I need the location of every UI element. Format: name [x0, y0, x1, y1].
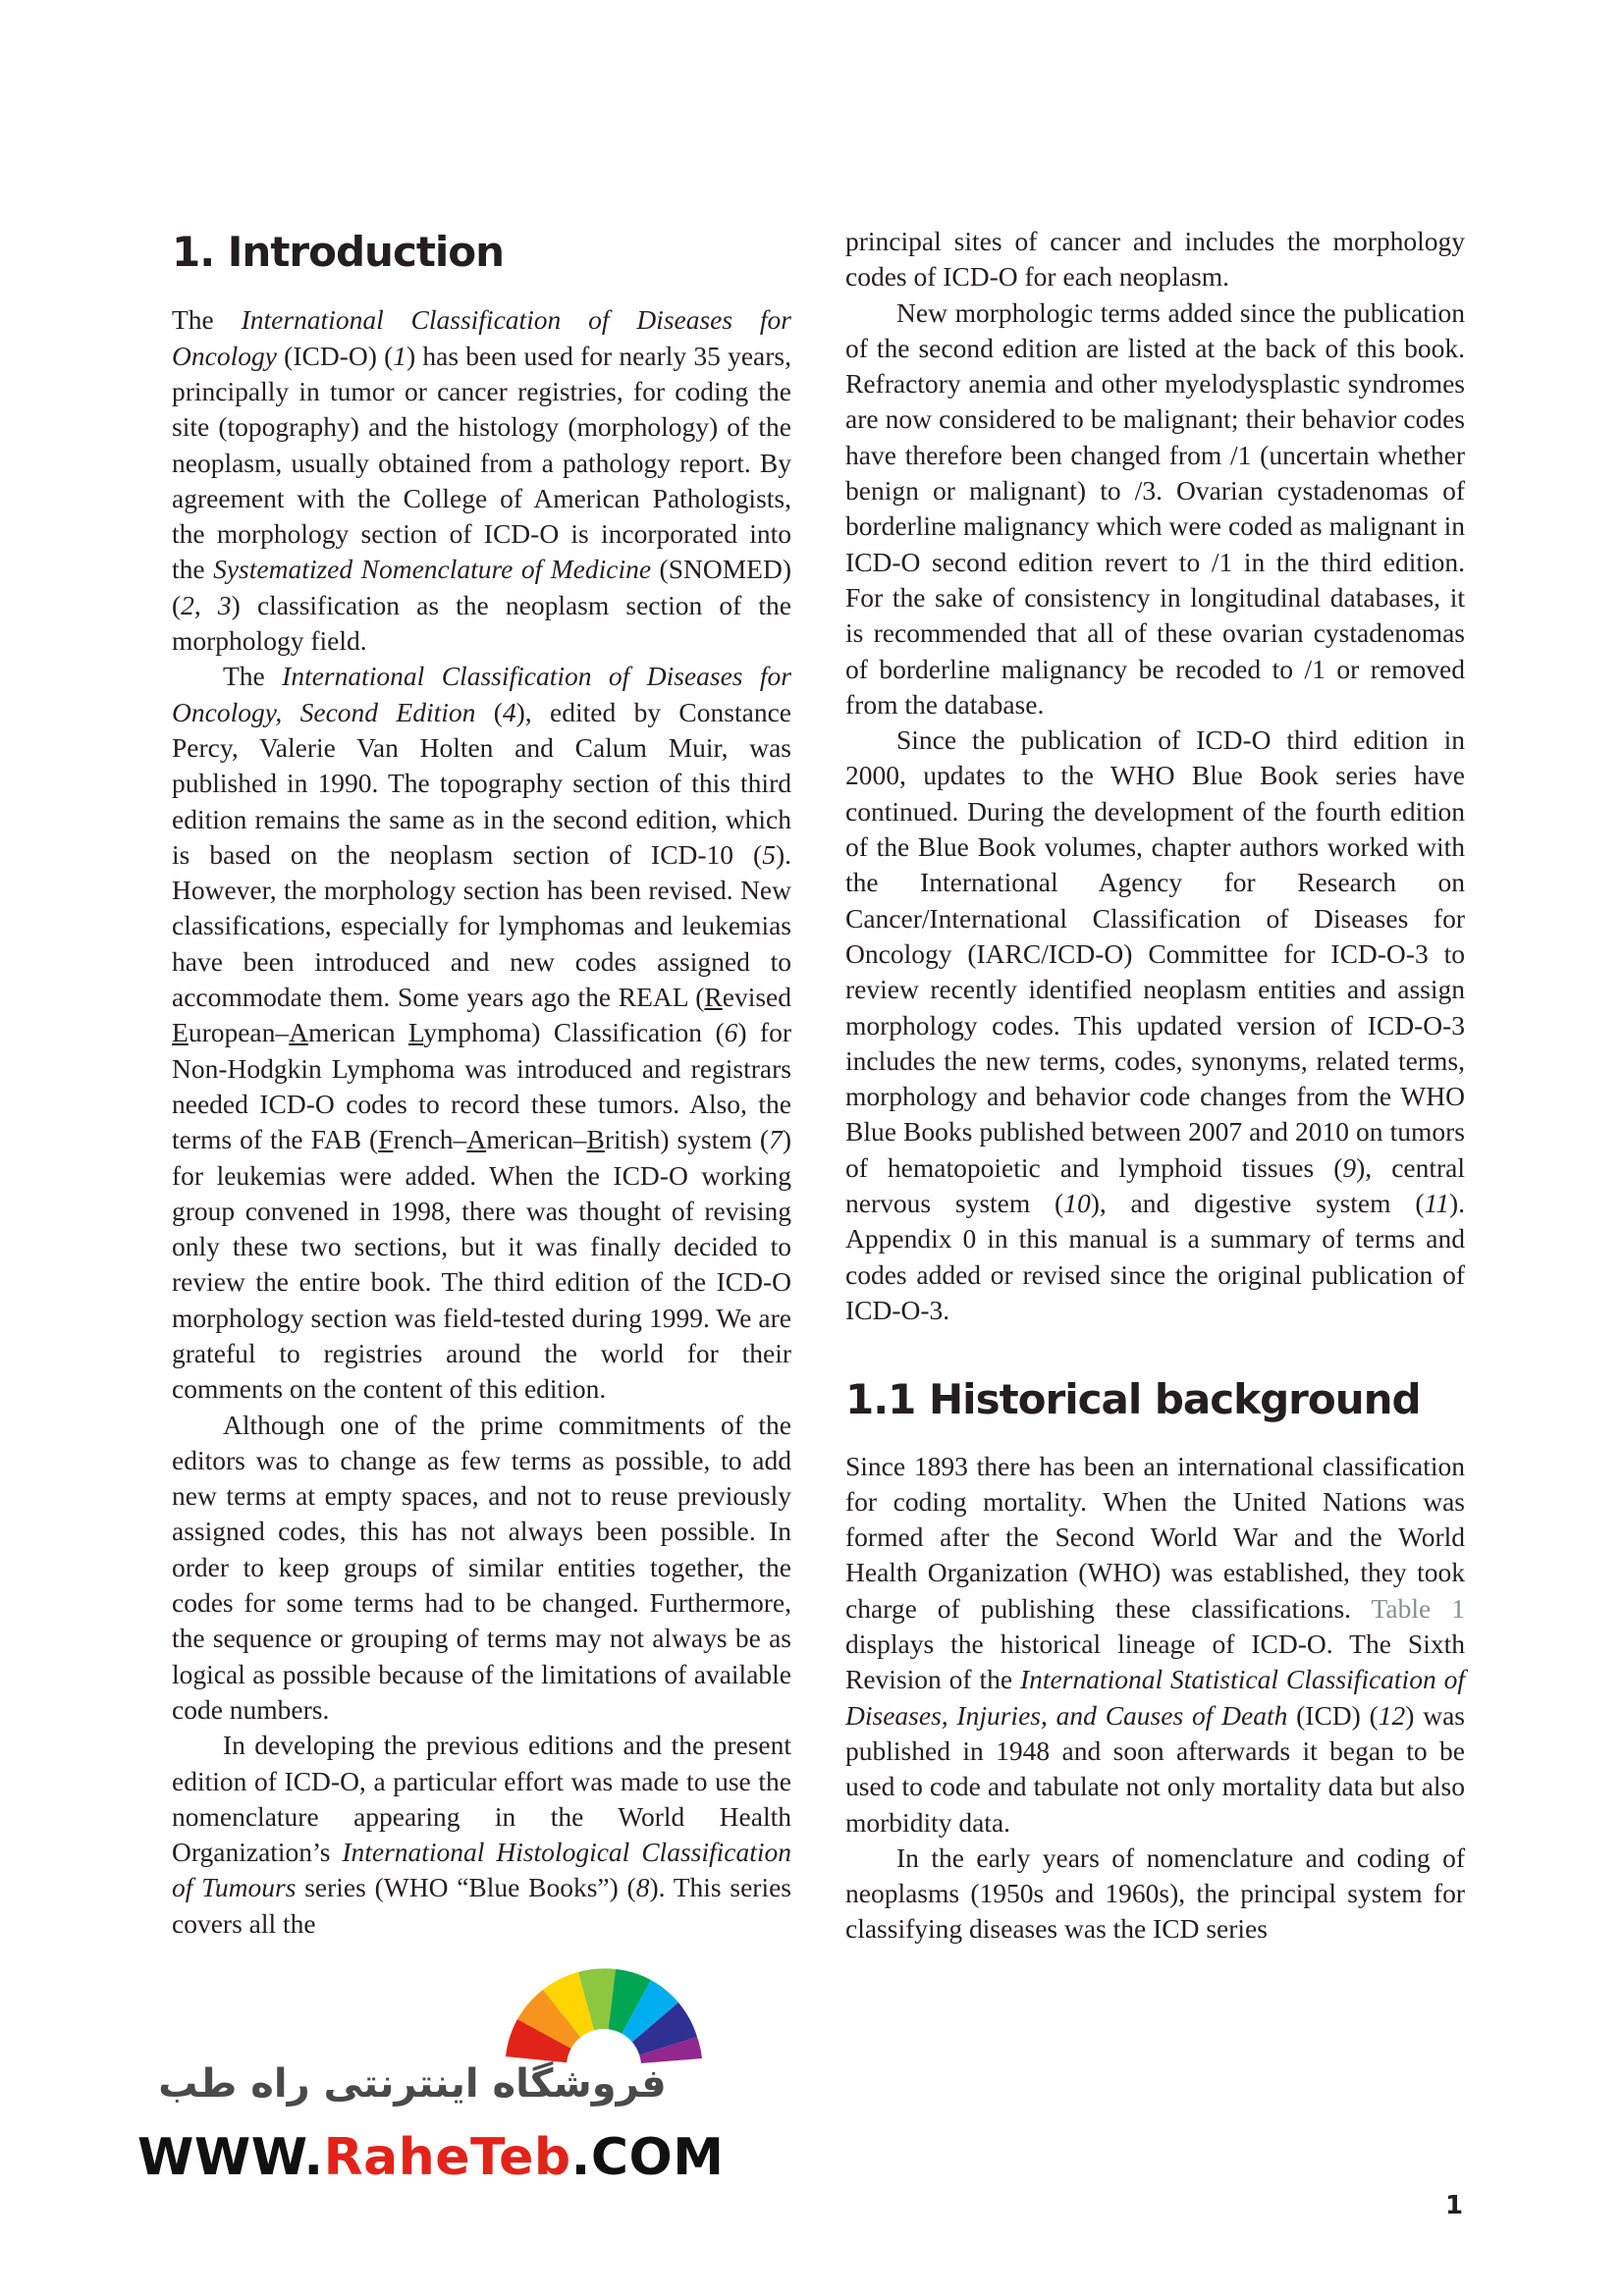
paragraph-1	[172, 302, 791, 659]
text: rench–	[393, 1124, 467, 1155]
paragraph-8: In the early years of nomenclature and coding of neoplasms (1950s and 1960s), the principal system for classifying diseases was the ICD series	[845, 1842, 1465, 1945]
text: uropean–	[188, 1017, 290, 1048]
text: ,	[193, 589, 218, 620]
text: (ICD-O) (	[276, 340, 394, 371]
text: merican	[308, 1017, 408, 1048]
underlined-letter: F	[378, 1124, 394, 1155]
italic-title: International Statistical Classification of Diseases, Injuries, and Causes of Death	[845, 1664, 1465, 1731]
text: In developing the previous editions and the present edition of ICD-O, a particular effort was made to use the nomenclature appearing in the World Health Organization’s	[172, 1730, 791, 1868]
text: evised	[722, 982, 791, 1013]
underlined-letter: R	[704, 982, 723, 1013]
url-prefix: WWW.	[137, 2128, 324, 2187]
page-number: 1	[1445, 2191, 1464, 2220]
paragraph-4	[172, 1728, 791, 1942]
text: Since 1893 there has been an international classification for coding mortality. When the United Nations was formed after the Second World War and the World Health Organization (WHO) was established, they took charge of publishing these classifications.	[845, 1450, 1465, 1624]
reference: 3	[217, 589, 232, 620]
text: ) for Non-Hodgkin Lymphoma was introduced and registrars needed ICD-O codes to record these tumors. Also, the terms of the FAB (	[172, 1017, 791, 1155]
section-heading-historical-background: 1.1 Historical background	[845, 1375, 1421, 1424]
underlined-letter: A	[289, 1017, 309, 1048]
text: Since the publication of ICD-O third edition in 2000, updates to the WHO Blue Book series have continued. During the development of the fourth edition of the Blue Book volumes, chapter authors worked with the International Agency for Research on Cancer/International Classification of Diseases for Oncology (IARC/ICD-O) Committee for ICD-O-3 to review recently identified neoplasm entities and assign morphology codes. This updated version of ICD-O-3 includes the new terms, codes, synonyms, related terms, morphology and behavior code changes from the WHO Blue Books published between 2007 and 2010 on tumors of hematopoietic and lymphoid tissues (	[845, 724, 1465, 1183]
italic-title: International Classification of Diseases for Oncology	[172, 304, 791, 371]
watermark	[137, 1963, 725, 2199]
reference: 7	[769, 1124, 783, 1155]
text: ) has been used for nearly 35 years, principally in tumor or cancer registries, for coding the site (topography) and the histology (morphology) of the neoplasm, usually obtained from a pathology report. By agreement with the College of American Pathologists, the morphology section of ICD-O is incorporated into the	[172, 340, 791, 585]
underlined-letter: B	[586, 1124, 605, 1155]
text: series (WHO “Blue Books”) (	[296, 1872, 636, 1903]
reference: 12	[1378, 1699, 1406, 1731]
watermark-url	[137, 2128, 724, 2187]
watermark-fan-logo-icon	[501, 1963, 707, 2071]
underlined-letter: A	[466, 1124, 487, 1155]
underlined-letter: L	[407, 1017, 424, 1048]
text: ) was published in 1948 and soon afterwards it began to be used to code and tabulate not only mortality data but also morbidity data.	[845, 1699, 1465, 1838]
right-column	[845, 224, 1465, 1948]
reference: 2	[181, 589, 194, 620]
reference: 1	[393, 340, 407, 371]
paragraph-continued: principal sites of cancer and includes the morphology codes of ICD-O for each neoplasm.	[845, 226, 1465, 293]
reference: 10	[1063, 1188, 1091, 1219]
text: ), central nervous system (	[845, 1151, 1465, 1219]
underlined-letter: E	[172, 1017, 189, 1048]
text: ). However, the morphology section has been revised. New classifications, especially for lymphomas and leukemias have been introduced and new codes assigned to accommodate them. Some years ago the REAL (	[172, 838, 791, 1013]
italic-title: International Classification of Diseases for Oncology, Second Edition	[172, 661, 791, 727]
paragraph-2	[172, 659, 791, 1407]
text: merican–	[486, 1124, 587, 1155]
reference: 4	[502, 696, 516, 727]
text: The	[172, 304, 242, 336]
text: ) for leukemias were added. When the ICD-O working group convened in 1998, there was thought of revising only these two sections, but it was finally decided to review the entire book. The third edition of the ICD-O morphology section was field-tested during 1999. We are grateful to registries around the world for their comments on the content of this edition.	[172, 1124, 791, 1405]
url-brand: RaheTeb	[323, 2128, 571, 2187]
text: (SNOMED) (	[172, 554, 791, 620]
paragraph-7	[845, 1449, 1465, 1841]
text: (	[475, 696, 503, 727]
text: ) classification as the neoplasm section of the morphology field.	[172, 589, 792, 657]
paragraph-5: New morphologic terms added since the publication of the second edition are listed at the back of this book. Refractory anemia and other myelodysplastic syndromes are now considered to be malignant; their behavior codes have therefore been changed from /1 (uncertain whether benign or malignant) to /3. Ovarian cystadenomas of borderline malignancy which were coded as malignant in ICD-O second edition revert to /1 in the third edition. For the sake of consistency in longitudinal databases, it is recommended that all of these ovarian cystadenomas of borderline malignancy be recoded to /1 or removed from the database.	[845, 296, 1465, 720]
paragraph-6	[845, 722, 1465, 1328]
italic-title: Systematized Nomenclature of Medicine	[213, 554, 652, 585]
text: ). This series covers all the	[172, 1872, 792, 1939]
reference: 8	[635, 1872, 650, 1903]
reference: 6	[724, 1017, 738, 1048]
italic-title: International Histological Classification of Tumours	[172, 1837, 792, 1903]
text: ymphoma) Classification (	[423, 1017, 725, 1048]
table-1-link[interactable]: Table 1	[1371, 1592, 1465, 1624]
text: displays the historical lineage of ICD-O. The Sixth Revision of the	[845, 1629, 1465, 1695]
reference: 5	[762, 838, 776, 870]
section-heading-introduction: 1. Introduction	[172, 228, 505, 276]
text: ), edited by Constance Percy, Valerie Van Holten and Calum Muir, was published in 1990. The topography section of this third edition remains the same as in the second edition, which is based on the neoplasm section of ICD-10 (	[172, 696, 791, 870]
text: (ICD) (	[1287, 1699, 1379, 1731]
url-suffix: .COM	[570, 2128, 725, 2187]
reference: 9	[1342, 1151, 1357, 1183]
text: ritish) system (	[604, 1124, 770, 1155]
paragraph-3: Although one of the prime commitments of the editors was to change as few terms as possible, to add new terms at empty spaces, and not to reuse previously assigned codes, this has not always been possible. In order to keep groups of similar entities together, the codes for some terms had to be changed. Furthermore, the sequence or grouping of terms may not always be as logical as possible because of the limitations of available code numbers.	[172, 1409, 791, 1725]
watermark-persian-text: فروشگاه اینترنتی راه طب	[158, 2061, 667, 2107]
text: ), and digestive system (	[1090, 1188, 1425, 1219]
left-column	[172, 224, 791, 1942]
text: The	[223, 661, 283, 692]
reference: 11	[1424, 1188, 1449, 1219]
text: ). Appendix 0 in this manual is a summary of terms and codes added or revised since the original publication of ICD-O-3.	[845, 1188, 1465, 1325]
